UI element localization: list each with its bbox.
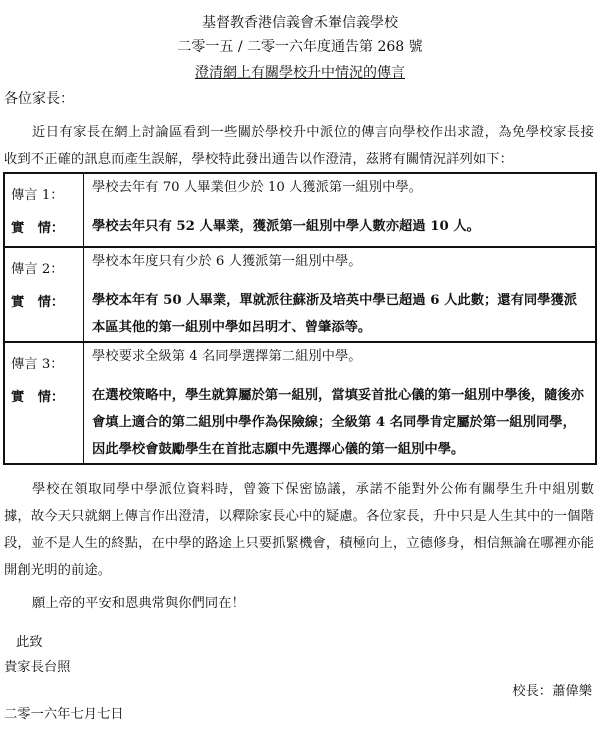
rumour-row xyxy=(4,173,596,213)
closing-word: 此致 xyxy=(16,635,43,650)
rumour-label: 傳言 3： xyxy=(4,342,84,382)
fact-label: 實 情： xyxy=(4,382,84,464)
blessing: 願上帝的平安和恩典常與你們同在！ xyxy=(32,596,245,611)
fact-text: 學校去年只有 52 人畢業，獲派第一組別中學人數亦超過 10 人。 xyxy=(84,213,597,247)
addressee: 貴家長台照 xyxy=(4,660,71,675)
rumour-label: 傳言 1： xyxy=(4,173,84,213)
rumour-text: 學校去年有 70 人畢業但少於 10 人獲派第一組別中學。 xyxy=(84,173,597,213)
fact-text: 在選校策略中，學生就算屬於第一組別，當填妥首批心儀的第一組別中學後，隨後亦會填上適合的第二組別中學作為保險線；全級第 4 名同學肯定屬於第一組別同學，因此學校會鼓勵學生在首批志願中先選擇心儀的第一組別中學。 xyxy=(84,382,597,464)
fact-row xyxy=(4,213,596,247)
notice-number: 二零一五 / 二零一六年度通告第 268 號 xyxy=(177,39,423,55)
fact-label: 實 情： xyxy=(4,287,84,342)
rumour-row xyxy=(4,342,596,382)
fact-label: 實 情： xyxy=(4,213,84,247)
salutation: 各位家長： xyxy=(4,91,74,107)
rumour-row xyxy=(4,247,596,287)
rumour-fact-table xyxy=(3,172,597,465)
fact-row xyxy=(4,382,596,464)
intro-paragraph: 近日有家長在網上討論區看到一些關於學校升中派位的傳言向學校作出求證，為免學校家長接收到不正確的訊息而產生誤解，學校特此發出通告以作澄清，茲將有關情況詳列如下： xyxy=(4,125,594,167)
notice-subject: 澄清網上有關學校升中情況的傳言 xyxy=(195,65,405,81)
principal-signature: 校長：蕭偉樂 xyxy=(512,684,592,699)
rumour-text: 學校本年度只有少於 6 人獲派第一組別中學。 xyxy=(84,247,597,287)
rumour-text: 學校要求全級第 4 名同學選擇第二組別中學。 xyxy=(84,342,597,382)
closing-paragraph: 學校在領取同學中學派位資料時，曾簽下保密協議，承諾不能對外公佈有關學生升中組別數據，故今天只就網上傳言作出澄清，以釋除家長心中的疑慮。各位家長，升中只是人生其中的一個階段，並不是人生的終點，在中學的路途上只要抓緊機會，積極向上，立德修身，相信無論在哪裡亦能開創光明的前途。 xyxy=(4,482,594,578)
rumour-label: 傳言 2： xyxy=(4,247,84,287)
fact-row xyxy=(4,287,596,342)
fact-text: 學校本年有 50 人畢業，單就派往蘇浙及培英中學已超過 6 人此數；還有同學獲派本區其他的第一組別中學如呂明才、曾肇添等。 xyxy=(84,287,597,342)
notice-date: 二零一六年七月七日 xyxy=(4,707,124,722)
school-name: 基督教香港信義會禾輋信義學校 xyxy=(202,15,398,31)
